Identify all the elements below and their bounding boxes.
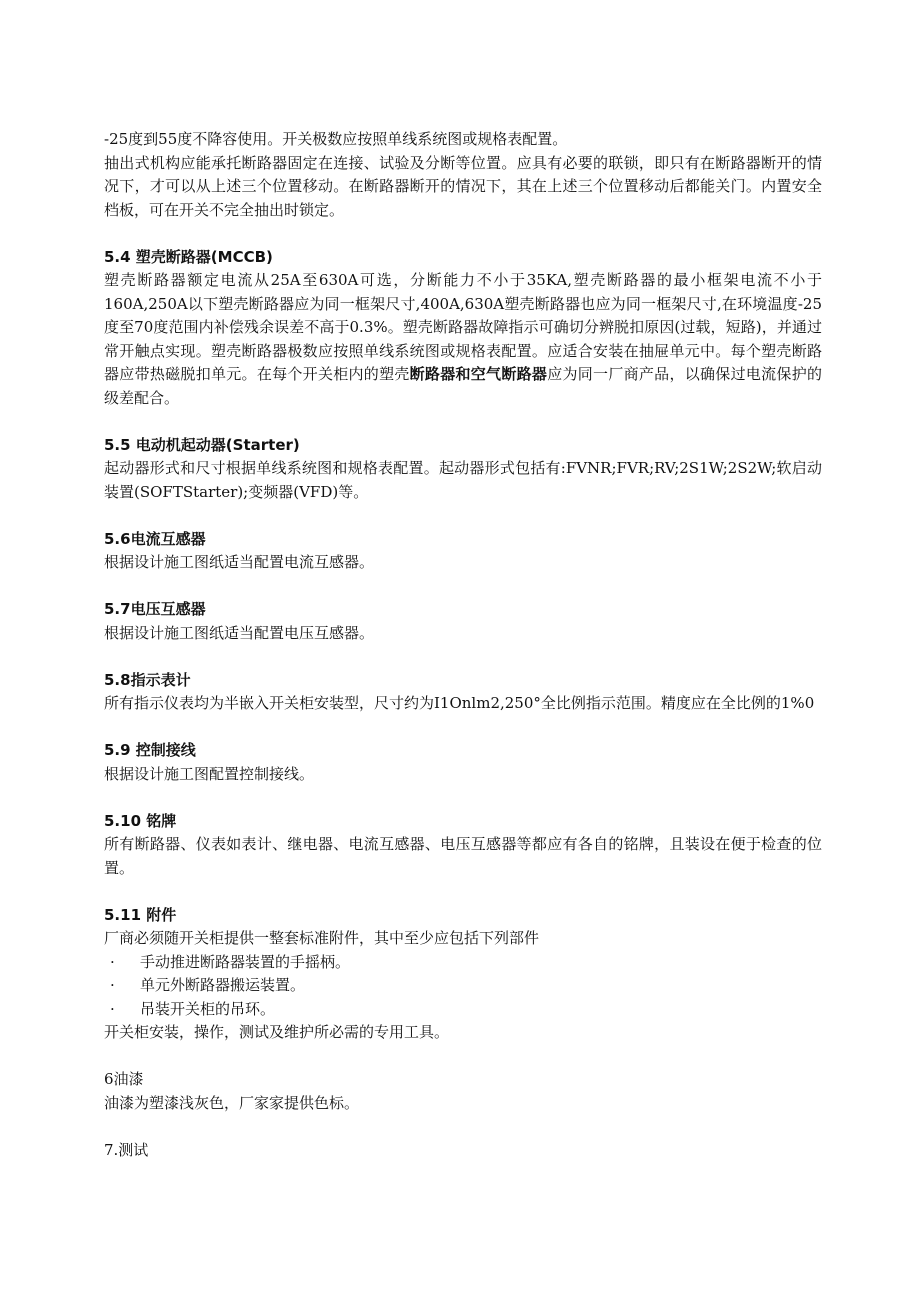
paragraph-temperature: -25度到55度不降容使用。开关极数应按照单线系统图或规格表配置。 — [104, 130, 568, 148]
heading-6: 6油漆 — [104, 1070, 144, 1088]
paragraph-5-4-text-b: 应为同一厂商产品，以确保过电流保护的级差配合。 — [104, 365, 822, 407]
paragraph-drawout-mechanism: 抽出式机构应能承托断路器固定在连接、试验及分断等位置。应具有必要的联锁，即只有在断路器断开的情况下，才可以从上述三个位置移动。在断路器断开的情况下，其在上述三个位置移动后都能关门。内置安全档板，可在开关不完全抽出时锁定。 — [104, 153, 822, 219]
paragraph-5-4 — [104, 269, 822, 410]
paragraph-5-7: 根据设计施工图纸适当配置电压互感器。 — [104, 623, 375, 642]
paragraph-5-9: 根据设计施工图配置控制接线。 — [104, 764, 315, 783]
paragraph-5-6: 根据设计施工图纸适当配置电流互感器。 — [104, 553, 375, 571]
bullet-marker: · — [110, 976, 115, 994]
list-item — [104, 998, 822, 1022]
paragraph-5-5: 起动器形式和尺寸根据单线系统图和规格表配置。起动器形式包括有:FVNR;FVR;RV;2S1W;2S2W;软启动装置(SOFTStarter);变频器(VFD)等。 — [104, 459, 822, 501]
paragraph-5-11-intro: 厂商必须随开关柜提供一整套标准附件，其中至少应包括下列部件 — [104, 929, 540, 947]
heading-5-9: 5.9 控制接线 — [104, 741, 196, 759]
bullet-marker: · — [110, 952, 115, 971]
heading-5-10: 5.10 铭牌 — [104, 811, 177, 830]
list-item-text: 手动推进断路器装置的手摇柄。 — [140, 952, 351, 971]
list-item-text: 吊装开关柜的吊环。 — [140, 999, 276, 1018]
heading-5-8: 5.8指示表计 — [104, 670, 191, 689]
paragraph-5-4-text-a: 塑壳断路器额定电流从25A至630A可选，分断能力不小于35KA,塑壳断路器的最小框架电流不小于160A,250A以下塑壳断路器应为同一框架尺寸,400A,630A塑壳断路器也应为同一框架尺寸,在环境温度-25度至70度范围内补偿残余误差不高于0.3%。塑壳断路器故障指示可确切分辨脱扣原因(过载，短路)，并通过常开触点实现。塑壳断路器极数应按照单线系统图或规格表配置。应适合安装在抽屉单元中。每个塑壳断路器应带热磁脱扣单元。在每个开关柜内的塑壳 — [104, 271, 822, 383]
paragraph-5-8: 所有指示仪表均为半嵌入开关柜安装型，尺寸约为I1Onlm2,250°全比例指示范围。精度应在全比例的1%0 — [104, 694, 815, 712]
list-item — [104, 951, 822, 975]
heading-5-6: 5.6电流互感器 — [104, 529, 206, 548]
paragraph-5-11-outro: 开关柜安装，操作，测试及维护所必需的专用工具。 — [104, 1023, 450, 1041]
document-page — [104, 128, 822, 1162]
paragraph-5-10: 所有断路器、仪表如表计、继电器、电流互感器、电压互感器等都应有各自的铭牌，且装设在便于检查的位置。 — [104, 835, 822, 877]
heading-5-5: 5.5 电动机起动器(Starter) — [104, 435, 300, 454]
heading-5-11: 5.11 附件 — [104, 905, 177, 924]
heading-5-4: 5.4 塑壳断路器(MCCB) — [104, 247, 273, 266]
bullet-marker: · — [110, 999, 115, 1018]
list-item-text: 单元外断路器搬运装置。 — [140, 976, 306, 994]
paragraph-5-4-bold: 断路器和空气断路器 — [409, 365, 548, 383]
heading-7: 7.测试 — [104, 1140, 149, 1159]
heading-5-7: 5.7电压互感器 — [104, 600, 206, 618]
paragraph-6: 油漆为塑漆浅灰色，厂家家提供色标。 — [104, 1093, 360, 1112]
list-item — [104, 974, 822, 998]
